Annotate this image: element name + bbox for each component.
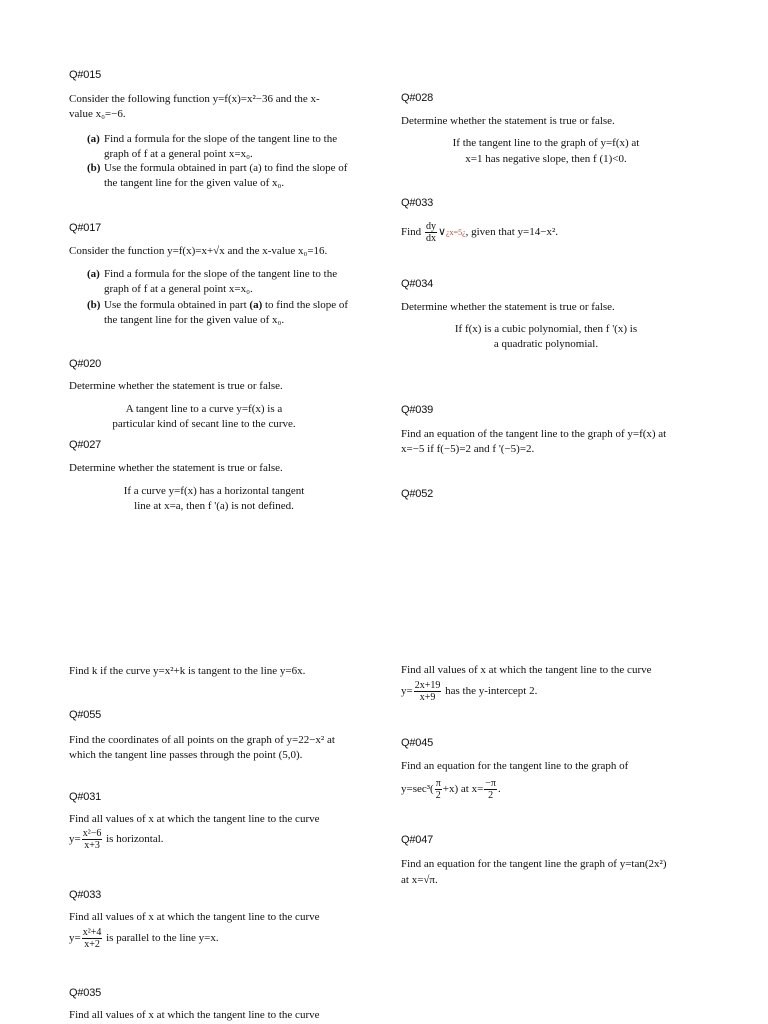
question-number: Q#055 [69, 709, 102, 721]
question-text: value x₀=−6. [69, 108, 126, 120]
question-number: Q#031 [69, 791, 102, 803]
question-number: Q#047 [401, 834, 434, 846]
part-label: (b) [87, 299, 101, 311]
part-label: (b) [87, 162, 101, 174]
question-number: Q#020 [69, 358, 102, 370]
fraction: $\frac{2x+19}{x+9}$ [414, 680, 441, 703]
question-text: Find all values of x at which the tangent line to the curve [401, 664, 652, 676]
question-text: Find $\frac{dy}{dx}$ ∨¿x=5¿, given that y=14−x². [401, 221, 559, 244]
question-number: Q#045 [401, 737, 434, 749]
statement-text: a quadratic polynomial. [493, 338, 599, 350]
part-text: the tangent line for the given value of x₀. [104, 314, 285, 326]
statement-text: If a curve y=f(x) has a horizontal tangent [123, 485, 305, 497]
question-text: Consider the function y=f(x)=x+√x and the x-value x₀=16. [69, 245, 328, 257]
question-number: Q#033 [401, 197, 434, 209]
fraction: $\frac{\text{x²−6}}{x+3}$ [82, 828, 102, 851]
part-text: graph of f at a general point x=x₀. [104, 148, 253, 160]
statement-text: x=1 has negative slope, then f (1)<0. [465, 153, 627, 165]
fraction-expression: y= $\frac{\text{x²−6}}{x+3}$ is horizontal. [69, 828, 164, 851]
part-label: (a) [87, 133, 100, 145]
fraction-expression: y=sec³( $\frac{\pi}{2}$ +x) at x= $\frac{-\pi}{2}$ . [401, 778, 501, 801]
question-number: Q#033 [69, 889, 102, 901]
statement-text: If the tangent line to the graph of y=f(x) at [452, 137, 640, 149]
question-text: x=−5 if f(−5)=2 and f '(−5)=2. [401, 443, 535, 455]
derivative-fraction: $\frac{dy}{dx}$ [425, 221, 436, 244]
question-text: Find the coordinates of all points on the graph of y=22−x² at [69, 734, 335, 746]
question-text: Find k if the curve y=x²+k is tangent to the line y=6x. [69, 665, 306, 677]
question-text: which the tangent line passes through the point (5,0). [69, 749, 303, 761]
part-text: the tangent line for the given value of x₀. [104, 177, 285, 189]
part-text: Use the formula obtained in part (a) to find the slope of [104, 299, 349, 311]
question-number: Q#035 [69, 987, 102, 999]
question-text: Find an equation for the tangent line the graph of y=tan(2x²) [401, 858, 667, 870]
fraction-expression: y= $\frac{\text{x²+4}}{x+2}$ is parallel to the line y=x. [69, 927, 219, 950]
evaluation-point: ¿x=5¿ [446, 228, 466, 238]
question-text: Determine whether the statement is true or false. [401, 301, 615, 313]
question-text: Determine whether the statement is true or false. [69, 380, 283, 392]
question-number: Q#027 [69, 439, 102, 451]
question-number: Q#039 [401, 404, 434, 416]
question-text: Find an equation of the tangent line to the graph of y=f(x) at [401, 428, 667, 440]
question-number: Q#034 [401, 278, 434, 290]
question-text: Find all values of x at which the tangent line to the curve [69, 1009, 320, 1021]
part-text: Use the formula obtained in part (a) to find the slope of [104, 162, 348, 174]
part-label: (a) [87, 268, 100, 280]
question-text: Find all values of x at which the tangent line to the curve [69, 813, 320, 825]
fraction: $\frac{\text{x²+4}}{x+2}$ [82, 927, 102, 950]
question-text: Determine whether the statement is true or false. [69, 462, 283, 474]
question-text: Consider the following function y=f(x)=x²−36 and the x- [69, 93, 320, 105]
question-number: Q#028 [401, 92, 434, 104]
question-text: Determine whether the statement is true or false. [401, 115, 615, 127]
part-text: graph of f at a general point x=x₀. [104, 283, 253, 295]
question-number: Q#015 [69, 69, 102, 81]
question-text: Find all values of x at which the tangent line to the curve [69, 911, 320, 923]
statement-text: particular kind of secant line to the curve. [112, 418, 296, 430]
part-text: Find a formula for the slope of the tangent line to the [104, 133, 338, 145]
statement-text: line at x=a, then f '(a) is not defined. [134, 500, 294, 512]
fraction: $\frac{\pi}{2}$ [435, 778, 441, 801]
part-text: Find a formula for the slope of the tangent line to the [104, 268, 338, 280]
statement-text: A tangent line to a curve y=f(x) is a [125, 403, 283, 415]
question-number: Q#017 [69, 222, 102, 234]
fraction: $\frac{-\pi}{2}$ [485, 778, 496, 801]
statement-text: If f(x) is a cubic polynomial, then f '(x) is [454, 323, 638, 335]
question-number: Q#052 [401, 488, 434, 500]
fraction-expression: y= $\frac{2x+19}{x+9}$ has the y-intercept 2. [401, 680, 538, 703]
question-text: at x=√π. [401, 874, 438, 886]
question-text: Find an equation for the tangent line to the graph of [401, 760, 629, 772]
